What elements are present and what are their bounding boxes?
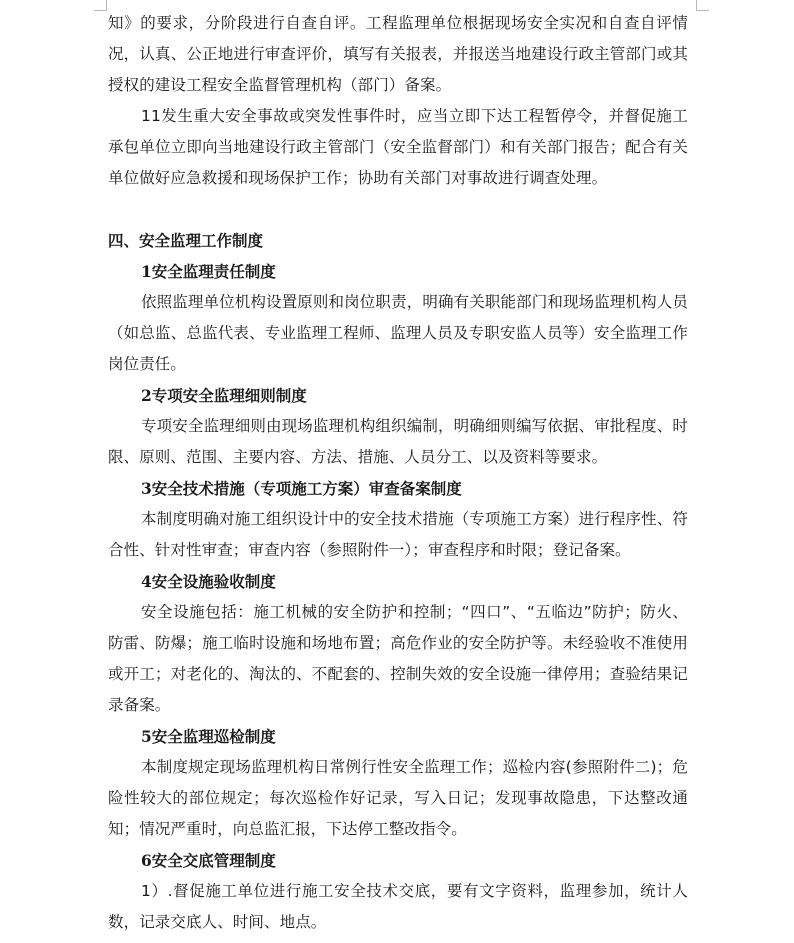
document-body: [108, 8, 688, 938]
subsection-2-title: 2专项安全监理细则制度: [141, 386, 307, 405]
subsection-3-title: 3安全技术措施（专项施工方案）审查备案制度: [141, 479, 462, 498]
subsection-5-title: 5安全监理巡检制度: [141, 727, 276, 746]
subsection-1-title: 1安全监理责任制度: [141, 262, 276, 281]
subsection-4-body: 安全设施包括：施工机械的安全防护和控制；“四口”、“五临边”防护；防火、防雷、防爆；施工临时设施和场地布置；高危作业的安全防护等。未经验收不准使用或开工；对老化的、淘汰的、不配套的、控制失效的安全设施一律停用；查验结果记录备案。: [108, 603, 688, 714]
blank-line: [108, 194, 688, 225]
crop-mark-top-right: [696, 0, 709, 11]
subsection-1-body: 依照监理单位机构设置原则和岗位职责，明确有关职能部门和现场监理机构人员（如总监、总监代表、专业监理工程师、监理人员及专职安监人员等）安全监理工作岗位责任。: [108, 293, 688, 373]
subsection-6-body: 1）.督促施工单位进行施工安全技术交底，要有文字资料，监理参加，统计人数，记录交底人、时间、地点。: [108, 882, 688, 931]
intro-paragraph: 知》的要求，分阶段进行自查自评。工程监理单位根据现场安全实况和自查自评情况，认真、公正地进行审查评价，填写有关报表，并报送当地建设行政主管部门或其授权的建设工程安全监督管理机构（部门）备案。: [108, 14, 688, 94]
subsection-3-body: 本制度明确对施工组织设计中的安全技术措施（专项施工方案）进行程序性、符合性、针对性审查；审查内容（参照附件一）；审查程序和时限；登记备案。: [108, 510, 688, 559]
subsection-6-title: 6安全交底管理制度: [141, 851, 276, 870]
subsection-5-body: 本制度规定现场监理机构日常例行性安全监理工作；巡检内容(参照附件二)；危险性较大的部位规定；每次巡检作好记录，写入日记；发现事故隐患，下达整改通知；情况严重时，向总监汇报，下达停工整改指令。: [108, 758, 688, 838]
subsection-2-body: 专项安全监理细则由现场监理机构组织编制，明确细则编写依据、审批程度、时限、原则、范围、主要内容、方法、措施、人员分工、以及资料等要求。: [108, 417, 688, 466]
subsection-4-title: 4安全设施验收制度: [141, 572, 276, 591]
section-title: 四、安全监理工作制度: [108, 231, 264, 250]
item-11-paragraph: 11发生重大安全事故或突发性事件时，应当立即下达工程暂停令，并督促施工承包单位立即向当地建设行政主管部门（安全监督部门）和有关部门报告；配合有关单位做好应急救援和现场保护工作；协助有关部门对事故进行调查处理。: [108, 107, 688, 187]
crop-mark-top-left: [94, 0, 107, 11]
